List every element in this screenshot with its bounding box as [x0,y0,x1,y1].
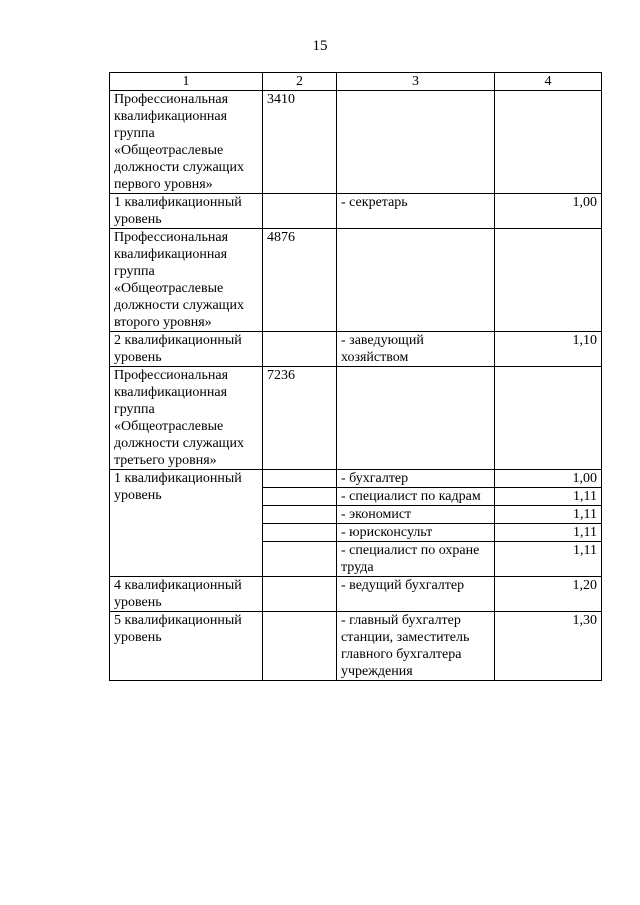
qualification-level-cell: 2 квалификационный уровень [110,332,263,367]
base-salary-cell: 4876 [263,229,337,332]
coefficient-cell: 1,00 [495,194,602,229]
salary-table [109,72,602,681]
coefficient-cell: 1,11 [495,524,602,542]
position-cell: - ведущий бухгалтер [337,577,495,612]
table-row [110,577,602,612]
empty-cell [337,367,495,470]
empty-cell [263,506,337,524]
table-row [110,229,602,332]
base-salary-cell: 3410 [263,91,337,194]
table-row [110,91,602,194]
empty-cell [337,229,495,332]
empty-cell [263,470,337,488]
qualification-level-cell: 5 квалификационный уровень [110,612,263,681]
empty-cell [263,488,337,506]
group-name-cell: Профессиональная квалификационная группа «Общеотраслевые должности служащих первого уровня» [110,91,263,194]
position-cell: - экономист [337,506,495,524]
coefficient-cell: 1,00 [495,470,602,488]
column-header-3: 3 [337,73,495,91]
table-row [110,367,602,470]
page-number: 15 [312,38,328,54]
qualification-level-cell: 4 квалификационный уровень [110,577,263,612]
position-cell: - главный бухгалтер станции, заместитель главного бухгалтера учреждения [337,612,495,681]
table-row [110,194,602,229]
coefficient-cell: 1,10 [495,332,602,367]
empty-cell [263,612,337,681]
position-cell: - специалист по кадрам [337,488,495,506]
coefficient-cell: 1,30 [495,612,602,681]
position-cell: - заведующий хозяйством [337,332,495,367]
position-cell: - специалист по охране труда [337,542,495,577]
empty-cell [263,332,337,367]
base-salary-cell: 7236 [263,367,337,470]
empty-cell [495,229,602,332]
table-row [110,612,602,681]
coefficient-cell: 1,20 [495,577,602,612]
position-cell: - бухгалтер [337,470,495,488]
empty-cell [495,367,602,470]
qualification-level-cell: 1 квалификационный уровень [110,470,263,577]
empty-cell [263,524,337,542]
column-header-4: 4 [495,73,602,91]
table-row [110,332,602,367]
empty-cell [263,542,337,577]
table-row [110,470,602,488]
empty-cell [263,194,337,229]
group-name-cell: Профессиональная квалификационная группа «Общеотраслевые должности служащих второго уровня» [110,229,263,332]
position-cell: - секретарь [337,194,495,229]
coefficient-cell: 1,11 [495,506,602,524]
empty-cell [337,91,495,194]
position-cell: - юрисконсульт [337,524,495,542]
empty-cell [495,91,602,194]
qualification-level-cell: 1 квалификационный уровень [110,194,263,229]
coefficient-cell: 1,11 [495,542,602,577]
empty-cell [263,577,337,612]
coefficient-cell: 1,11 [495,488,602,506]
column-header-1: 1 [110,73,263,91]
group-name-cell: Профессиональная квалификационная группа «Общеотраслевые должности служащих третьего уровня» [110,367,263,470]
table-header-row [110,73,602,91]
column-header-2: 2 [263,73,337,91]
